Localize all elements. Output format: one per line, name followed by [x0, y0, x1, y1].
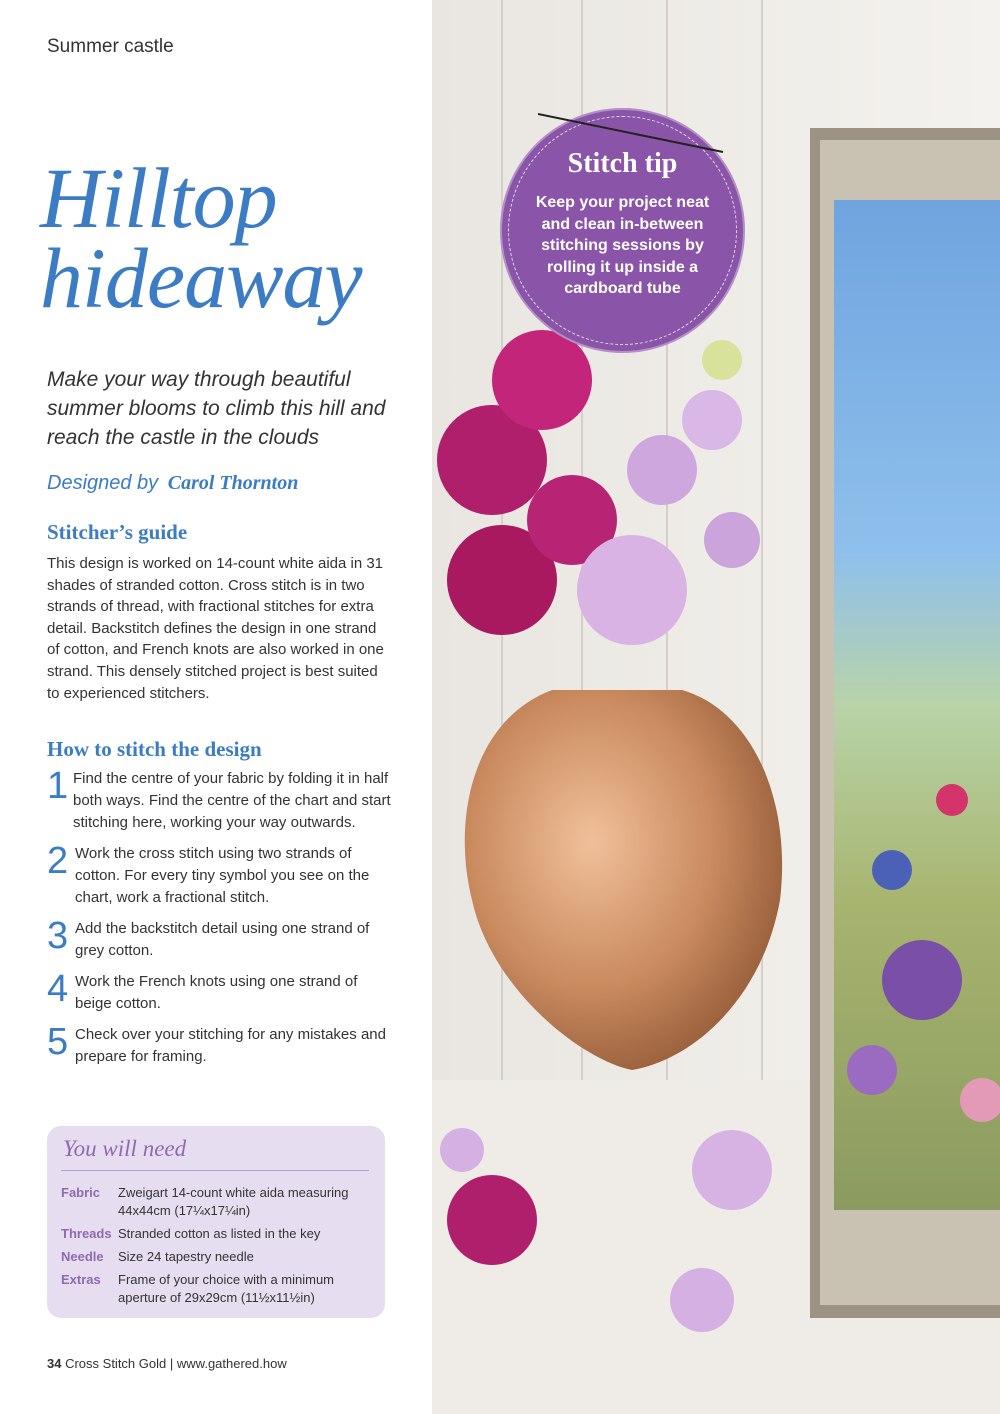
step-text: Add the backstitch detail using one strand of grey cotton. — [75, 920, 370, 959]
need-item-key: Fabric — [61, 1185, 101, 1200]
step-item — [47, 968, 392, 1015]
footer-separator: | — [169, 1356, 174, 1371]
you-will-need-title: You will need — [63, 1136, 187, 1161]
stitchers-guide-heading: Stitcher’s guide — [47, 520, 188, 544]
need-item-value: Size 24 tapestry needle — [118, 1249, 254, 1264]
byline-label: Designed by — [47, 472, 159, 494]
step-item — [47, 765, 392, 834]
you-will-need-box — [47, 1126, 385, 1318]
step-text: Find the centre of your fabric by folding it in half both ways. Find the centre of the chart and start stitching here, working your way outwards. — [73, 770, 391, 831]
page-title — [40, 150, 440, 326]
step-item — [47, 840, 392, 909]
need-item-extras — [61, 1271, 371, 1307]
magazine-name: Cross Stitch Gold — [65, 1356, 167, 1371]
need-item-key: Extras — [61, 1272, 101, 1287]
byline — [47, 472, 298, 495]
step-number: 3 — [47, 915, 69, 957]
website-url: www.gathered.how — [176, 1356, 287, 1371]
standfirst: Make your way through beautiful summer blooms to climb this hill and reach the castle in the clouds — [47, 368, 386, 449]
page-footer — [47, 1356, 287, 1371]
step-number: 2 — [47, 840, 69, 882]
page-number: 34 — [47, 1356, 62, 1371]
step-number: 5 — [47, 1021, 69, 1063]
how-to-heading: How to stitch the design — [47, 737, 262, 761]
section-label: Summer castle — [47, 36, 174, 57]
step-number: 1 — [47, 765, 69, 807]
step-text: Check over your stitching for any mistakes and prepare for framing. — [75, 1026, 386, 1065]
need-item-key: Needle — [61, 1249, 104, 1264]
need-item-key: Threads — [61, 1226, 112, 1241]
stitch-tip-title: Stitch tip — [567, 148, 678, 179]
stitch-tip-body: Keep your project neat and clean in-between stitching sessions by rolling it up inside a cardboard tube — [535, 194, 710, 297]
need-item-value: Zweigart 14-count white aida measuring 44x44cm (17¼x17¼in) — [118, 1185, 349, 1218]
step-number: 4 — [47, 968, 69, 1010]
need-item-value: Frame of your choice with a minimum aperture of 29x29cm (11½x11½in) — [118, 1272, 335, 1305]
designer-name: Carol Thornton — [167, 472, 299, 494]
need-item-threads — [61, 1225, 371, 1243]
step-text: Work the French knots using one strand of beige cotton. — [75, 973, 358, 1012]
need-item-needle — [61, 1248, 371, 1266]
step-text: Work the cross stitch using two strands of cotton. For every tiny symbol you see on the chart, work a fractional stitch. — [75, 845, 370, 906]
steps-list — [47, 765, 392, 1077]
stitchers-guide-body: This design is worked on 14-count white aida in 31 shades of stranded cotton. Cross stitch is in two strands of thread, with fractional stitches for extra detail. Backstitch defines the design in one strand of cotton, and French knots are also worked in one strand. This densely stitched project is best suited to experienced stitchers. — [47, 555, 384, 702]
step-item — [47, 1021, 392, 1068]
title-line-1: Hilltop — [40, 150, 277, 246]
divider — [61, 1170, 369, 1171]
title-line-2: hideaway — [40, 230, 362, 326]
need-item-value: Stranded cotton as listed in the key — [118, 1226, 321, 1241]
need-item-fabric — [61, 1184, 371, 1220]
step-item — [47, 915, 392, 962]
needle-icon — [538, 108, 728, 158]
